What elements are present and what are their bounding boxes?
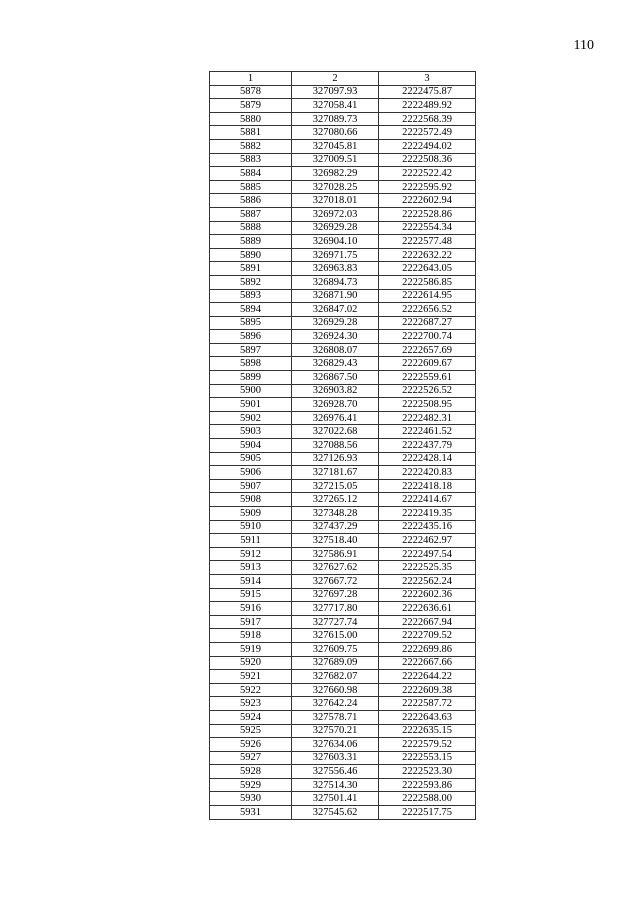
point-number-cell: 5886: [210, 194, 292, 208]
point-number-cell: 5908: [210, 493, 292, 507]
table-row: [210, 153, 476, 167]
y-coordinate-cell: 2222709.52: [379, 629, 476, 643]
point-number-cell: 5888: [210, 221, 292, 235]
table-row: [210, 792, 476, 806]
x-coordinate-cell: 327717.80: [292, 602, 379, 616]
point-number-cell: 5878: [210, 85, 292, 99]
point-number-cell: 5895: [210, 316, 292, 330]
point-number-cell: 5892: [210, 275, 292, 289]
table-row: [210, 207, 476, 221]
y-coordinate-cell: 2222497.54: [379, 547, 476, 561]
x-coordinate-cell: 326972.03: [292, 207, 379, 221]
y-coordinate-cell: 2222428.14: [379, 452, 476, 466]
point-number-cell: 5883: [210, 153, 292, 167]
x-coordinate-cell: 327348.28: [292, 507, 379, 521]
y-coordinate-cell: 2222644.22: [379, 670, 476, 684]
y-coordinate-cell: 2222643.63: [379, 710, 476, 724]
x-coordinate-cell: 326982.29: [292, 167, 379, 181]
x-coordinate-cell: 327126.93: [292, 452, 379, 466]
y-coordinate-cell: 2222656.52: [379, 303, 476, 317]
column-header-3: 3: [379, 72, 476, 86]
point-number-cell: 5906: [210, 466, 292, 480]
point-number-cell: 5894: [210, 303, 292, 317]
y-coordinate-cell: 2222602.94: [379, 194, 476, 208]
point-number-cell: 5899: [210, 371, 292, 385]
table-row: [210, 806, 476, 820]
y-coordinate-cell: 2222687.27: [379, 316, 476, 330]
x-coordinate-cell: 327097.93: [292, 85, 379, 99]
point-number-cell: 5903: [210, 425, 292, 439]
table-row: [210, 167, 476, 181]
x-coordinate-cell: 327028.25: [292, 180, 379, 194]
table-row: [210, 710, 476, 724]
y-coordinate-cell: 2222517.75: [379, 806, 476, 820]
point-number-cell: 5900: [210, 384, 292, 398]
table-row: [210, 778, 476, 792]
y-coordinate-cell: 2222508.36: [379, 153, 476, 167]
y-coordinate-cell: 2222462.97: [379, 534, 476, 548]
x-coordinate-cell: 326976.41: [292, 411, 379, 425]
x-coordinate-cell: 327603.31: [292, 751, 379, 765]
table-row: [210, 235, 476, 249]
y-coordinate-cell: 2222559.61: [379, 371, 476, 385]
y-coordinate-cell: 2222562.24: [379, 574, 476, 588]
point-number-cell: 5914: [210, 574, 292, 588]
y-coordinate-cell: 2222508.95: [379, 398, 476, 412]
y-coordinate-cell: 2222553.15: [379, 751, 476, 765]
point-number-cell: 5924: [210, 710, 292, 724]
table-row: [210, 656, 476, 670]
point-number-cell: 5901: [210, 398, 292, 412]
y-coordinate-cell: 2222699.86: [379, 642, 476, 656]
point-number-cell: 5902: [210, 411, 292, 425]
table-row: [210, 289, 476, 303]
table-row: [210, 751, 476, 765]
table-row: [210, 262, 476, 276]
point-number-cell: 5881: [210, 126, 292, 140]
table-row: [210, 398, 476, 412]
x-coordinate-cell: 327578.71: [292, 710, 379, 724]
table-row: [210, 466, 476, 480]
x-coordinate-cell: 327018.01: [292, 194, 379, 208]
x-coordinate-cell: 327514.30: [292, 778, 379, 792]
y-coordinate-cell: 2222586.85: [379, 275, 476, 289]
x-coordinate-cell: 326903.82: [292, 384, 379, 398]
table-row: [210, 439, 476, 453]
point-number-cell: 5897: [210, 343, 292, 357]
y-coordinate-cell: 2222528.86: [379, 207, 476, 221]
table-row: [210, 534, 476, 548]
y-coordinate-cell: 2222602.36: [379, 588, 476, 602]
x-coordinate-cell: 327089.73: [292, 112, 379, 126]
x-coordinate-cell: 327215.05: [292, 479, 379, 493]
x-coordinate-cell: 327009.51: [292, 153, 379, 167]
x-coordinate-cell: 326928.70: [292, 398, 379, 412]
table-row: [210, 384, 476, 398]
x-coordinate-cell: 326871.90: [292, 289, 379, 303]
y-coordinate-cell: 2222577.48: [379, 235, 476, 249]
y-coordinate-cell: 2222523.30: [379, 765, 476, 779]
point-number-cell: 5893: [210, 289, 292, 303]
y-coordinate-cell: 2222437.79: [379, 439, 476, 453]
point-number-cell: 5915: [210, 588, 292, 602]
table-row: [210, 588, 476, 602]
x-coordinate-cell: 327501.41: [292, 792, 379, 806]
table-row: [210, 371, 476, 385]
table-row: [210, 507, 476, 521]
x-coordinate-cell: 327088.56: [292, 439, 379, 453]
table-row: [210, 629, 476, 643]
point-number-cell: 5929: [210, 778, 292, 792]
point-number-cell: 5891: [210, 262, 292, 276]
y-coordinate-cell: 2222482.31: [379, 411, 476, 425]
y-coordinate-cell: 2222643.05: [379, 262, 476, 276]
point-number-cell: 5896: [210, 330, 292, 344]
point-number-cell: 5920: [210, 656, 292, 670]
table-row: [210, 425, 476, 439]
y-coordinate-cell: 2222595.92: [379, 180, 476, 194]
point-number-cell: 5927: [210, 751, 292, 765]
y-coordinate-cell: 2222667.66: [379, 656, 476, 670]
point-number-cell: 5904: [210, 439, 292, 453]
table-row: [210, 357, 476, 371]
point-number-cell: 5913: [210, 561, 292, 575]
point-number-cell: 5928: [210, 765, 292, 779]
y-coordinate-cell: 2222414.67: [379, 493, 476, 507]
point-number-cell: 5889: [210, 235, 292, 249]
table-row: [210, 303, 476, 317]
x-coordinate-cell: 326924.30: [292, 330, 379, 344]
x-coordinate-cell: 326963.83: [292, 262, 379, 276]
x-coordinate-cell: 327689.09: [292, 656, 379, 670]
table-row: [210, 316, 476, 330]
x-coordinate-cell: 327609.75: [292, 642, 379, 656]
x-coordinate-cell: 327518.40: [292, 534, 379, 548]
x-coordinate-cell: 326929.28: [292, 221, 379, 235]
column-header-1: 1: [210, 72, 292, 86]
table-row: [210, 343, 476, 357]
y-coordinate-cell: 2222418.18: [379, 479, 476, 493]
table-row: [210, 697, 476, 711]
point-number-cell: 5887: [210, 207, 292, 221]
y-coordinate-cell: 2222522.42: [379, 167, 476, 181]
table-row: [210, 194, 476, 208]
column-header-2: 2: [292, 72, 379, 86]
y-coordinate-cell: 2222614.95: [379, 289, 476, 303]
table-row: [210, 85, 476, 99]
point-number-cell: 5885: [210, 180, 292, 194]
y-coordinate-cell: 2222700.74: [379, 330, 476, 344]
table-body: [210, 85, 476, 819]
y-coordinate-cell: 2222667.94: [379, 615, 476, 629]
table-header-row: [210, 72, 476, 86]
y-coordinate-cell: 2222579.52: [379, 738, 476, 752]
y-coordinate-cell: 2222609.67: [379, 357, 476, 371]
x-coordinate-cell: 326894.73: [292, 275, 379, 289]
y-coordinate-cell: 2222494.02: [379, 139, 476, 153]
x-coordinate-cell: 326971.75: [292, 248, 379, 262]
point-number-cell: 5925: [210, 724, 292, 738]
y-coordinate-cell: 2222525.35: [379, 561, 476, 575]
x-coordinate-cell: 327660.98: [292, 683, 379, 697]
table-row: [210, 724, 476, 738]
x-coordinate-cell: 327667.72: [292, 574, 379, 588]
point-number-cell: 5926: [210, 738, 292, 752]
y-coordinate-cell: 2222435.16: [379, 520, 476, 534]
x-coordinate-cell: 327437.29: [292, 520, 379, 534]
table-row: [210, 574, 476, 588]
y-coordinate-cell: 2222587.72: [379, 697, 476, 711]
point-number-cell: 5884: [210, 167, 292, 181]
point-number-cell: 5912: [210, 547, 292, 561]
x-coordinate-cell: 327045.81: [292, 139, 379, 153]
x-coordinate-cell: 326904.10: [292, 235, 379, 249]
table-row: [210, 765, 476, 779]
table-row: [210, 670, 476, 684]
x-coordinate-cell: 326829.43: [292, 357, 379, 371]
table-row: [210, 275, 476, 289]
table-row: [210, 493, 476, 507]
point-number-cell: 5879: [210, 99, 292, 113]
y-coordinate-cell: 2222461.52: [379, 425, 476, 439]
x-coordinate-cell: 327642.24: [292, 697, 379, 711]
x-coordinate-cell: 327570.21: [292, 724, 379, 738]
coordinates-table: [209, 71, 476, 820]
point-number-cell: 5910: [210, 520, 292, 534]
x-coordinate-cell: 327627.62: [292, 561, 379, 575]
table-row: [210, 126, 476, 140]
table-row: [210, 642, 476, 656]
x-coordinate-cell: 326847.02: [292, 303, 379, 317]
x-coordinate-cell: 326808.07: [292, 343, 379, 357]
point-number-cell: 5898: [210, 357, 292, 371]
x-coordinate-cell: 327727.74: [292, 615, 379, 629]
x-coordinate-cell: 327545.62: [292, 806, 379, 820]
table-row: [210, 738, 476, 752]
table-row: [210, 221, 476, 235]
point-number-cell: 5918: [210, 629, 292, 643]
point-number-cell: 5909: [210, 507, 292, 521]
y-coordinate-cell: 2222635.15: [379, 724, 476, 738]
table-row: [210, 683, 476, 697]
table-row: [210, 99, 476, 113]
table-row: [210, 180, 476, 194]
y-coordinate-cell: 2222489.92: [379, 99, 476, 113]
x-coordinate-cell: 327181.67: [292, 466, 379, 480]
y-coordinate-cell: 2222593.86: [379, 778, 476, 792]
x-coordinate-cell: 327080.66: [292, 126, 379, 140]
x-coordinate-cell: 327022.68: [292, 425, 379, 439]
y-coordinate-cell: 2222636.61: [379, 602, 476, 616]
y-coordinate-cell: 2222588.00: [379, 792, 476, 806]
table-row: [210, 452, 476, 466]
y-coordinate-cell: 2222568.39: [379, 112, 476, 126]
x-coordinate-cell: 327586.91: [292, 547, 379, 561]
table-row: [210, 112, 476, 126]
point-number-cell: 5882: [210, 139, 292, 153]
y-coordinate-cell: 2222419.35: [379, 507, 476, 521]
y-coordinate-cell: 2222572.49: [379, 126, 476, 140]
y-coordinate-cell: 2222657.69: [379, 343, 476, 357]
table-row: [210, 411, 476, 425]
x-coordinate-cell: 327615.00: [292, 629, 379, 643]
point-number-cell: 5890: [210, 248, 292, 262]
table-row: [210, 520, 476, 534]
point-number-cell: 5919: [210, 642, 292, 656]
x-coordinate-cell: 327682.07: [292, 670, 379, 684]
table-row: [210, 615, 476, 629]
y-coordinate-cell: 2222420.83: [379, 466, 476, 480]
table-row: [210, 479, 476, 493]
table-row: [210, 561, 476, 575]
table-row: [210, 602, 476, 616]
table-row: [210, 139, 476, 153]
x-coordinate-cell: 326929.28: [292, 316, 379, 330]
point-number-cell: 5905: [210, 452, 292, 466]
x-coordinate-cell: 326867.50: [292, 371, 379, 385]
table-row: [210, 547, 476, 561]
x-coordinate-cell: 327697.28: [292, 588, 379, 602]
y-coordinate-cell: 2222475.87: [379, 85, 476, 99]
point-number-cell: 5917: [210, 615, 292, 629]
table-row: [210, 248, 476, 262]
page-number: 110: [573, 38, 594, 53]
point-number-cell: 5931: [210, 806, 292, 820]
point-number-cell: 5922: [210, 683, 292, 697]
point-number-cell: 5907: [210, 479, 292, 493]
y-coordinate-cell: 2222554.34: [379, 221, 476, 235]
point-number-cell: 5923: [210, 697, 292, 711]
x-coordinate-cell: 327265.12: [292, 493, 379, 507]
x-coordinate-cell: 327634.06: [292, 738, 379, 752]
y-coordinate-cell: 2222526.52: [379, 384, 476, 398]
point-number-cell: 5916: [210, 602, 292, 616]
y-coordinate-cell: 2222632.22: [379, 248, 476, 262]
point-number-cell: 5911: [210, 534, 292, 548]
x-coordinate-cell: 327058.41: [292, 99, 379, 113]
point-number-cell: 5880: [210, 112, 292, 126]
y-coordinate-cell: 2222609.38: [379, 683, 476, 697]
point-number-cell: 5921: [210, 670, 292, 684]
point-number-cell: 5930: [210, 792, 292, 806]
table-row: [210, 330, 476, 344]
x-coordinate-cell: 327556.46: [292, 765, 379, 779]
